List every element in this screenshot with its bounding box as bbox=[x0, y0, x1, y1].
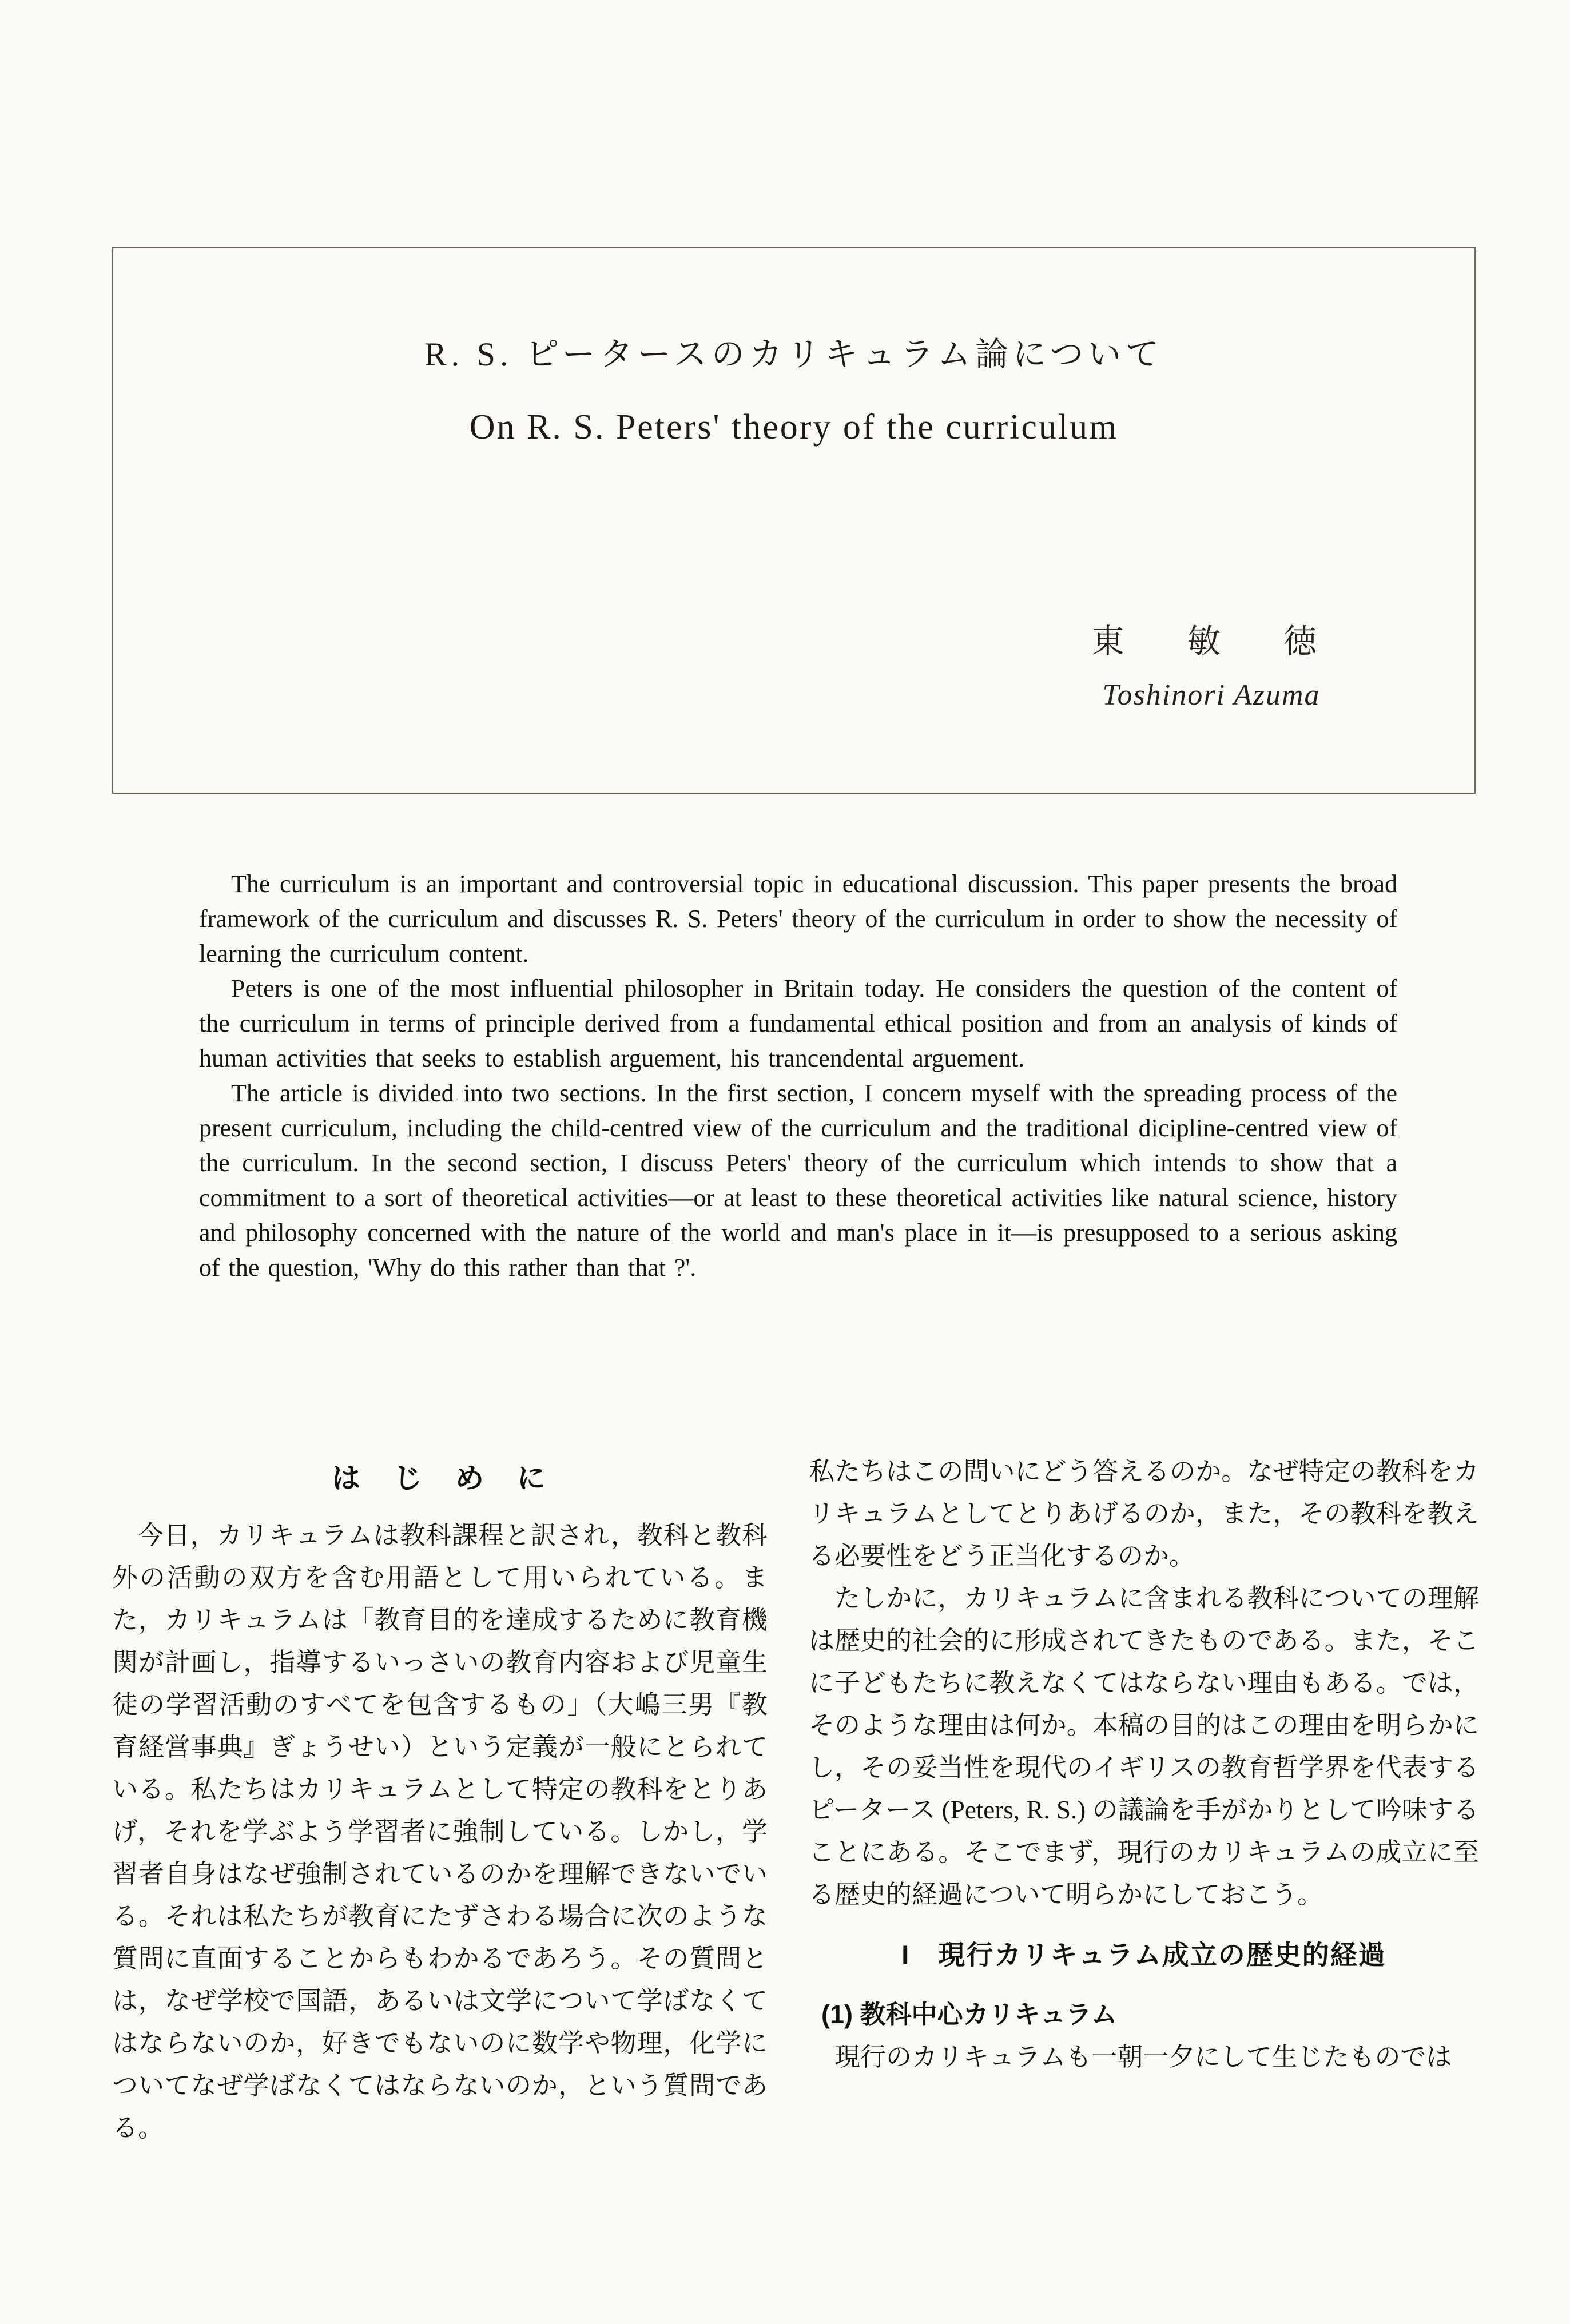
right-column bbox=[809, 1450, 1479, 2078]
right-column-paragraph-1: 私たちはこの問いにどう答えるのか。なぜ特定の教科をカリキュラムとしてとりあげるのか，また，その教科を教える必要性をどう正当化するのか。 bbox=[809, 1457, 1479, 1570]
abstract-paragraph-2: Peters is one of the most influential philosopher in Britain today. He considers the question of the content of the curriculum in terms of principle derived from a fundamental ethical position and from an analysis of kinds of human activities that seeks to establish arguement, his trancendental arguement. bbox=[199, 974, 1397, 1072]
paper-title-japanese: R. S. ピータースのカリキュラム論について bbox=[424, 336, 1163, 373]
author-block bbox=[1023, 614, 1400, 712]
title-box bbox=[112, 247, 1476, 794]
section-heading-1: I 現行カリキュラム成立の歴史的経過 bbox=[901, 1940, 1386, 1970]
abstract-paragraph-1: The curriculum is an important and controversial topic in educational discussion. This paper presents the broad framework of the curriculum and discusses R. S. Peters' theory of the curriculum in order to show the necessity of learning the curriculum content. bbox=[199, 870, 1397, 968]
author-name-japanese: 東 敏 徳 bbox=[1091, 623, 1331, 660]
paper-title-english: On R. S. Peters' theory of the curriculum bbox=[469, 408, 1119, 447]
intro-heading: は じ め に bbox=[332, 1462, 548, 1494]
left-column-paragraph: 今日，カリキュラムは教科課程と訳され，教科と教科外の活動の双方を含む用語として用いられている。また，カリキュラムは「教育目的を達成するために教育機関が計画し，指導するいっさいの教育内容および児童生徒の学習活動のすべてを包含するもの」（大嶋三男『教育経営事典』ぎょうせい）という定義が一般にとられている。私たちはカリキュラムとして特定の教科をとりあげ，それを学ぶよう学習者に強制している。しかし，学習者自身はなぜ強制されているのかを理解できないでいる。それは私たちが教育にたずさわる場合に次のような質問に直面することからもわかるであろう。その質問とは，なぜ学校で国語，あるいは文学について学ばなくてはならないのか，好きでもないのに数学や物理，化学についてなぜ学ばなくてはならないのか，という質問である。 bbox=[112, 1521, 768, 2142]
abstract-paragraph-3: The article is divided into two sections. In the first section, I concern myself with the spreading process of the present curriculum, including the child-centred view of the curriculum and the traditional dicipline-centred view of the curriculum. In the second section, I discuss Peters' theory of the curriculum which intends to show that a commitment to a sort of theoretical activities—or at least to these theoretical activities like natural science, history and philosophy concerned with the nature of the world and man's place in it—is presupposed to a serious asking of the question, 'Why do this rather than that ?'. bbox=[199, 1079, 1397, 1282]
abstract bbox=[199, 866, 1397, 1285]
left-column bbox=[112, 1457, 768, 2149]
right-column-paragraph-3: 現行のカリキュラムも一朝一夕にして生じたものでは bbox=[834, 2043, 1452, 2071]
author-name-romanized: Toshinori Azuma bbox=[1102, 679, 1321, 711]
subsection-heading-1-1: (1) 教科中心カリキュラム bbox=[821, 2000, 1118, 2029]
right-column-paragraph-2: たしかに，カリキュラムに含まれる教科についての理解は歴史的社会的に形成されてきたものである。また，そこに子どもたちに教えなくてはならない理由もある。では，そのような理由は何か。本稿の目的はこの理由を明らかにし，その妥当性を現代のイギリスの教育哲学界を代表するピータース (Peters, R. S.) の議論を手がかりとして吟味することにある。そこでまず，現行のカリキュラムの成立に至る歴史的経過について明らかにしておこう。 bbox=[809, 1584, 1479, 1909]
